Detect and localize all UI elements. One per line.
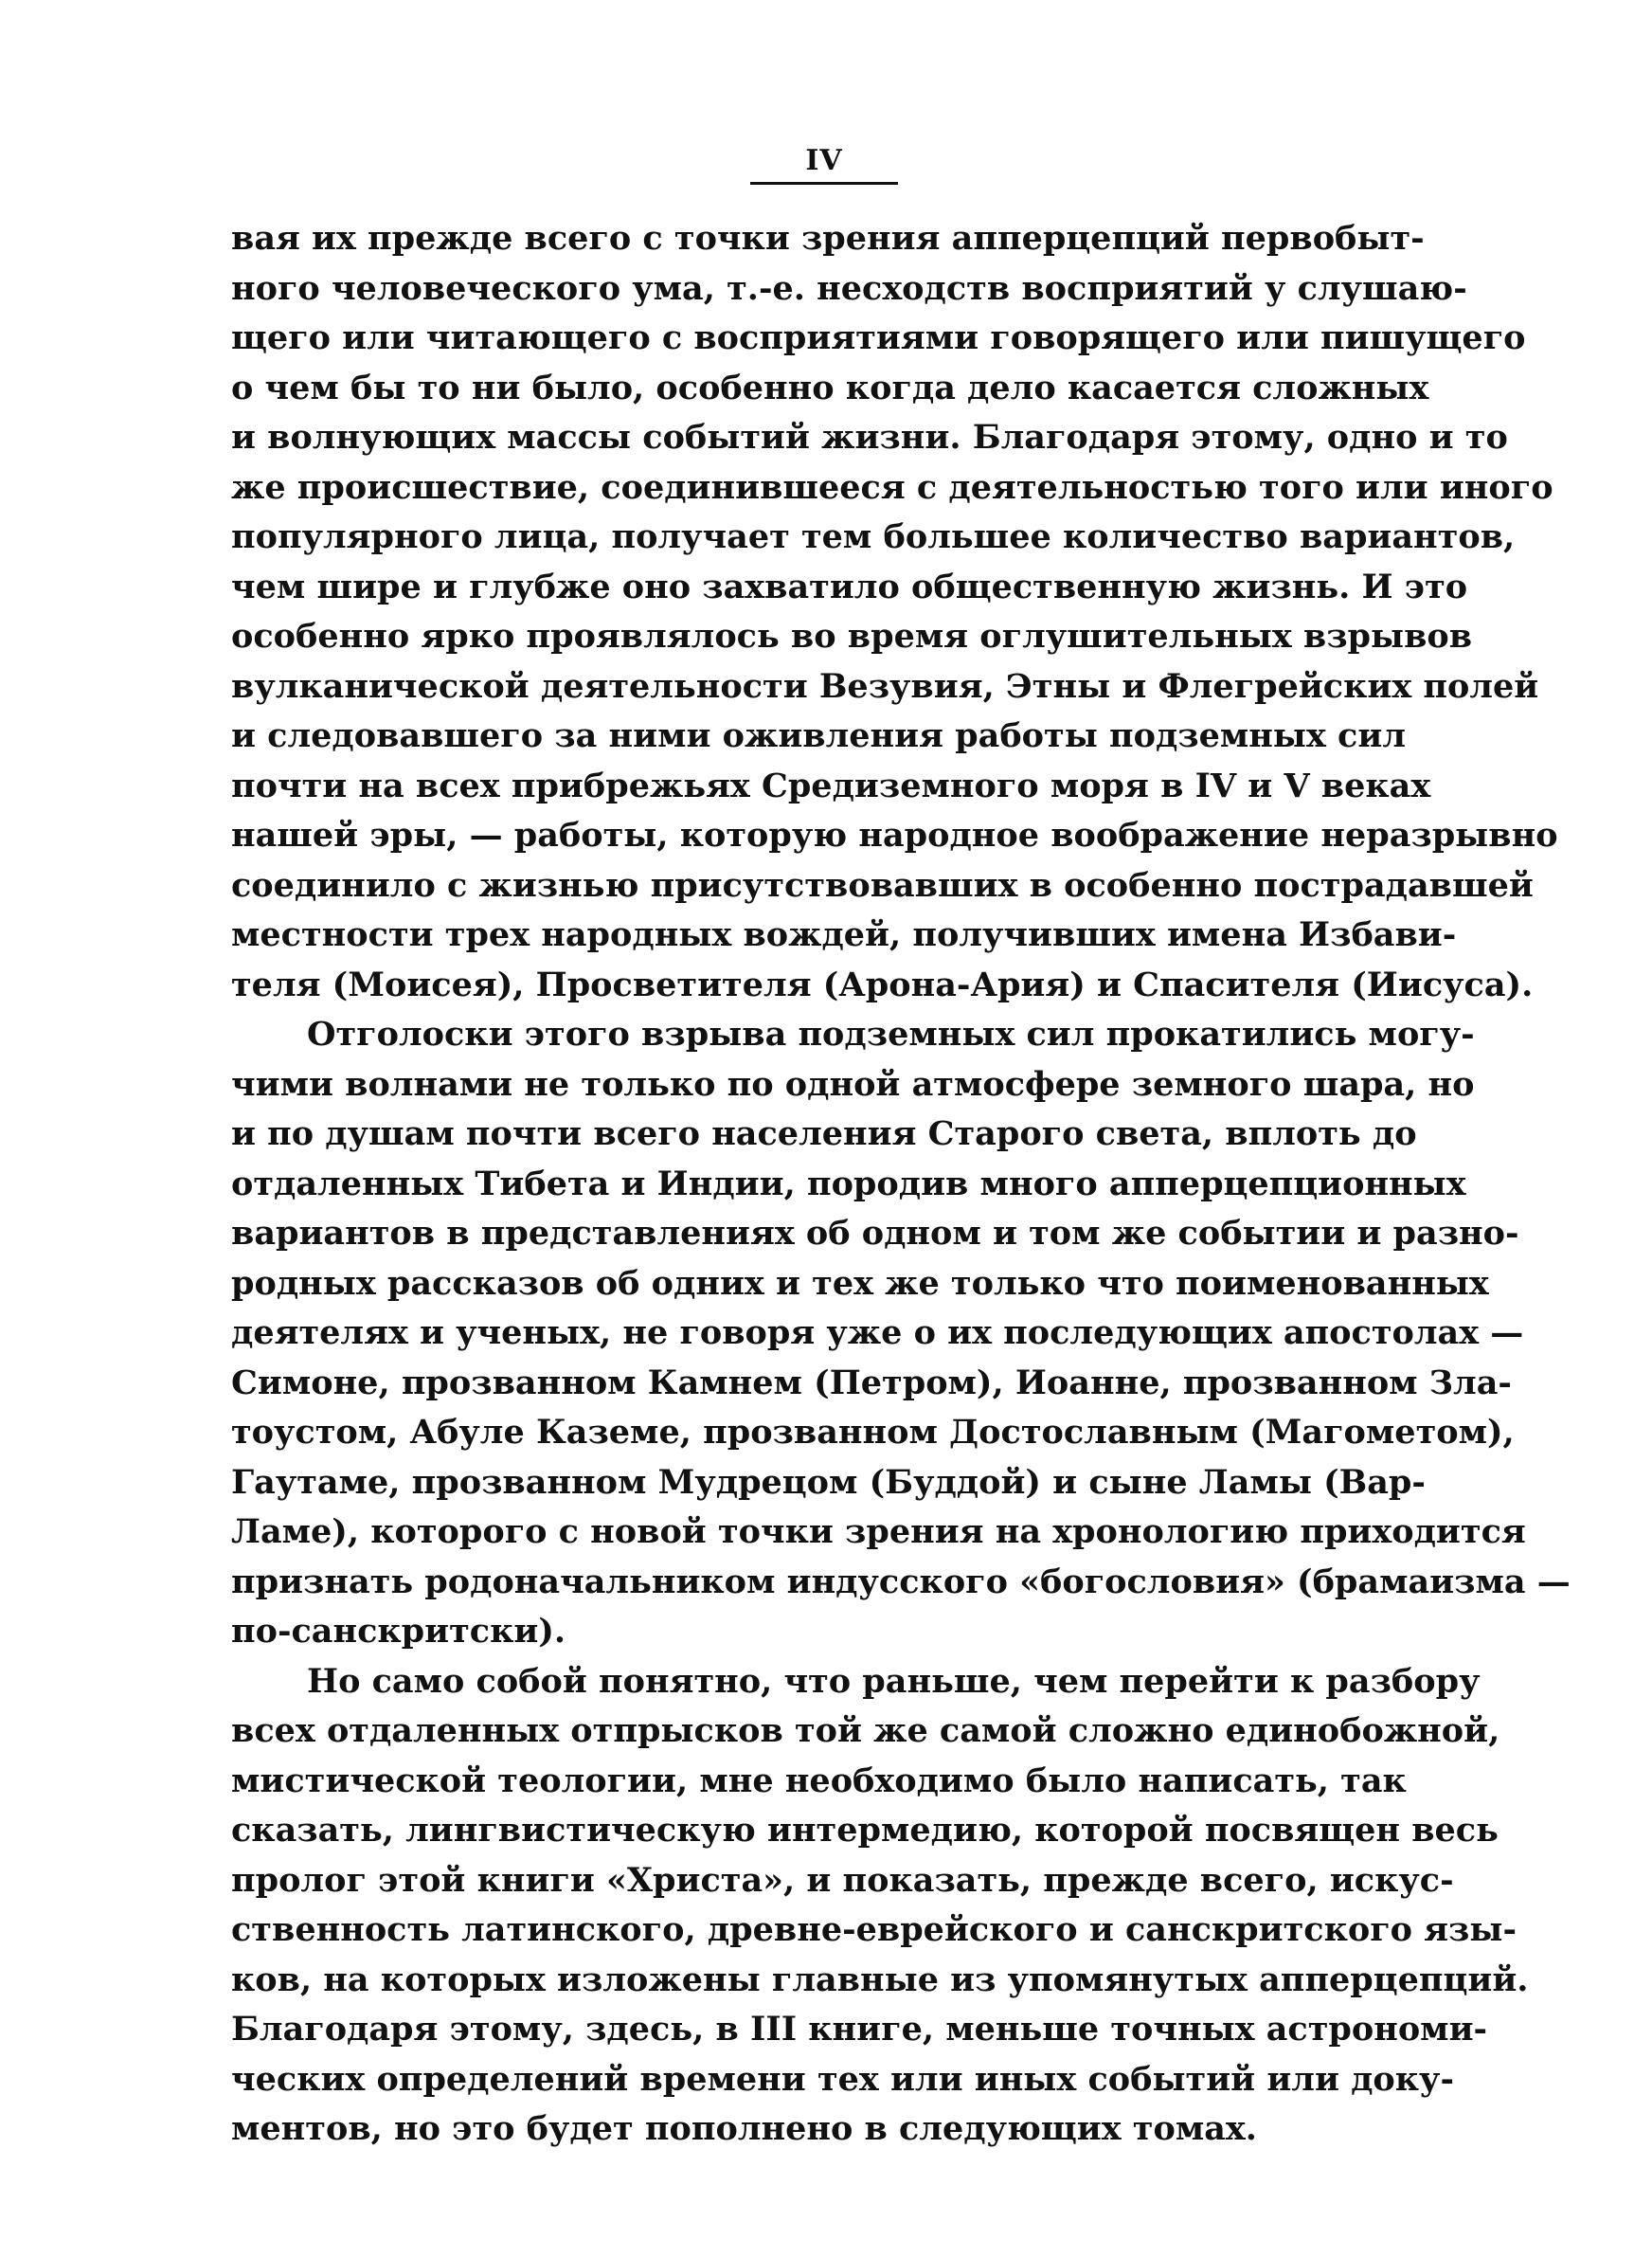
text-line: Отголоски этого взрыва подземных сил прокатились могу-: [307, 1015, 1475, 1054]
header-rule: [750, 182, 898, 185]
text-line: Симоне, прозванном Камнем (Петром), Иоанне, прозванном Зла-: [231, 1363, 1512, 1402]
text-line: сказать, лингвистическую интермедию, которой посвящен весь: [231, 1811, 1499, 1850]
text-line: вариантов в представлениях об одном и том же событии и разно-: [231, 1214, 1519, 1253]
text-line: Но само собой понятно, что раньше, чем перейти к разбору: [307, 1661, 1481, 1701]
text-line: тоустом, Абуле Каземе, прозванном Достославным (Магометом),: [231, 1413, 1515, 1452]
text-line: деятелях и ученых, не говоря уже о их последующих апостолах —: [231, 1313, 1524, 1352]
text-line: Благодаря этому, здесь, в III книге, меньше точных астрономи-: [231, 2010, 1488, 2049]
text-line: ков, на которых изложены главные из упомянутых апперцепций.: [231, 1959, 1529, 1999]
paragraph: [231, 1010, 1571, 1657]
text-line: ственность латинского, древне-еврейского и санскритского язы-: [231, 1910, 1517, 1949]
text-line: ного человеческого ума, т.-е. несходств восприятий у слушаю-: [231, 268, 1467, 308]
text-line: популярного лица, получает тем большее количество вариантов,: [231, 517, 1516, 556]
text-line: щего или читающего с восприятиями говорящего или пишущего: [231, 318, 1526, 357]
page-number: IV: [805, 144, 843, 177]
text-line: о чем бы то ни было, особенно когда дело касается сложных: [231, 368, 1429, 407]
text-line: и следовавшего за ними оживления работы подземных сил: [231, 716, 1406, 755]
text-line: и волнующих массы событий жизни. Благодаря этому, одно и то: [231, 418, 1508, 457]
text-line: местности трех народных вождей, получивших имена Избави-: [231, 915, 1457, 954]
text-line: особенно ярко проявлялось во время оглушительных взрывов: [231, 617, 1473, 656]
text-line: вулканической деятельности Везувия, Этны и Флегрейских полей: [231, 666, 1539, 706]
text-line: вая их прежде всего с точки зрения апперцепций первобыт-: [231, 219, 1425, 258]
text-line: Ламе), которого с новой точки зрения на хронологию приходится: [231, 1512, 1526, 1551]
body-text: [231, 214, 1571, 2155]
text-line: чем шире и глубже оно захватило общественную жизнь. И это: [231, 567, 1468, 606]
text-line: почти на всех прибрежьях Средиземного моря в IV и V веках: [231, 766, 1431, 805]
text-line: мистической теологии, мне необходимо было написать, так: [231, 1760, 1407, 1800]
text-line: признать родоначальником индусского «богословия» (брамаизма —: [231, 1562, 1571, 1601]
text-line: по-санскритски).: [231, 1612, 566, 1651]
text-line: и по душам почти всего населения Старого света, вплоть до: [231, 1114, 1417, 1153]
paragraph: [231, 214, 1558, 1010]
text-line: ческих определений времени тех или иных событий или доку-: [231, 2059, 1454, 2099]
paragraph: [231, 1657, 1529, 2155]
text-line: пролог этой книги «Христа», и показать, прежде всего, искус-: [231, 1860, 1454, 1900]
text-line: нашей эры, — работы, которую народное воображение неразрывно: [231, 816, 1558, 855]
text-line: Гаутаме, прозванном Мудрецом (Буддой) и сыне Ламы (Вар-: [231, 1462, 1426, 1502]
text-line: чими волнами не только по одной атмосфере земного шара, но: [231, 1064, 1475, 1104]
text-line: всех отдаленных отпрысков той же самой сложно единобожной,: [231, 1711, 1500, 1750]
text-line: теля (Моисея), Просветителя (Арона-Ария) и Спасителя (Иисуса).: [231, 965, 1534, 1004]
text-line: же происшествие, соединившееся с деятельностью того или иного: [231, 467, 1553, 507]
text-line: соединило с жизнью присутствовавших в особенно пострадавшей: [231, 865, 1534, 905]
text-line: родных рассказов об одних и тех же только что поименованных: [231, 1263, 1489, 1303]
text-line: ментов, но это будет пополнено в следующих томах.: [231, 2109, 1257, 2148]
text-line: отдаленных Тибета и Индии, породив много апперцепционных: [231, 1164, 1466, 1203]
